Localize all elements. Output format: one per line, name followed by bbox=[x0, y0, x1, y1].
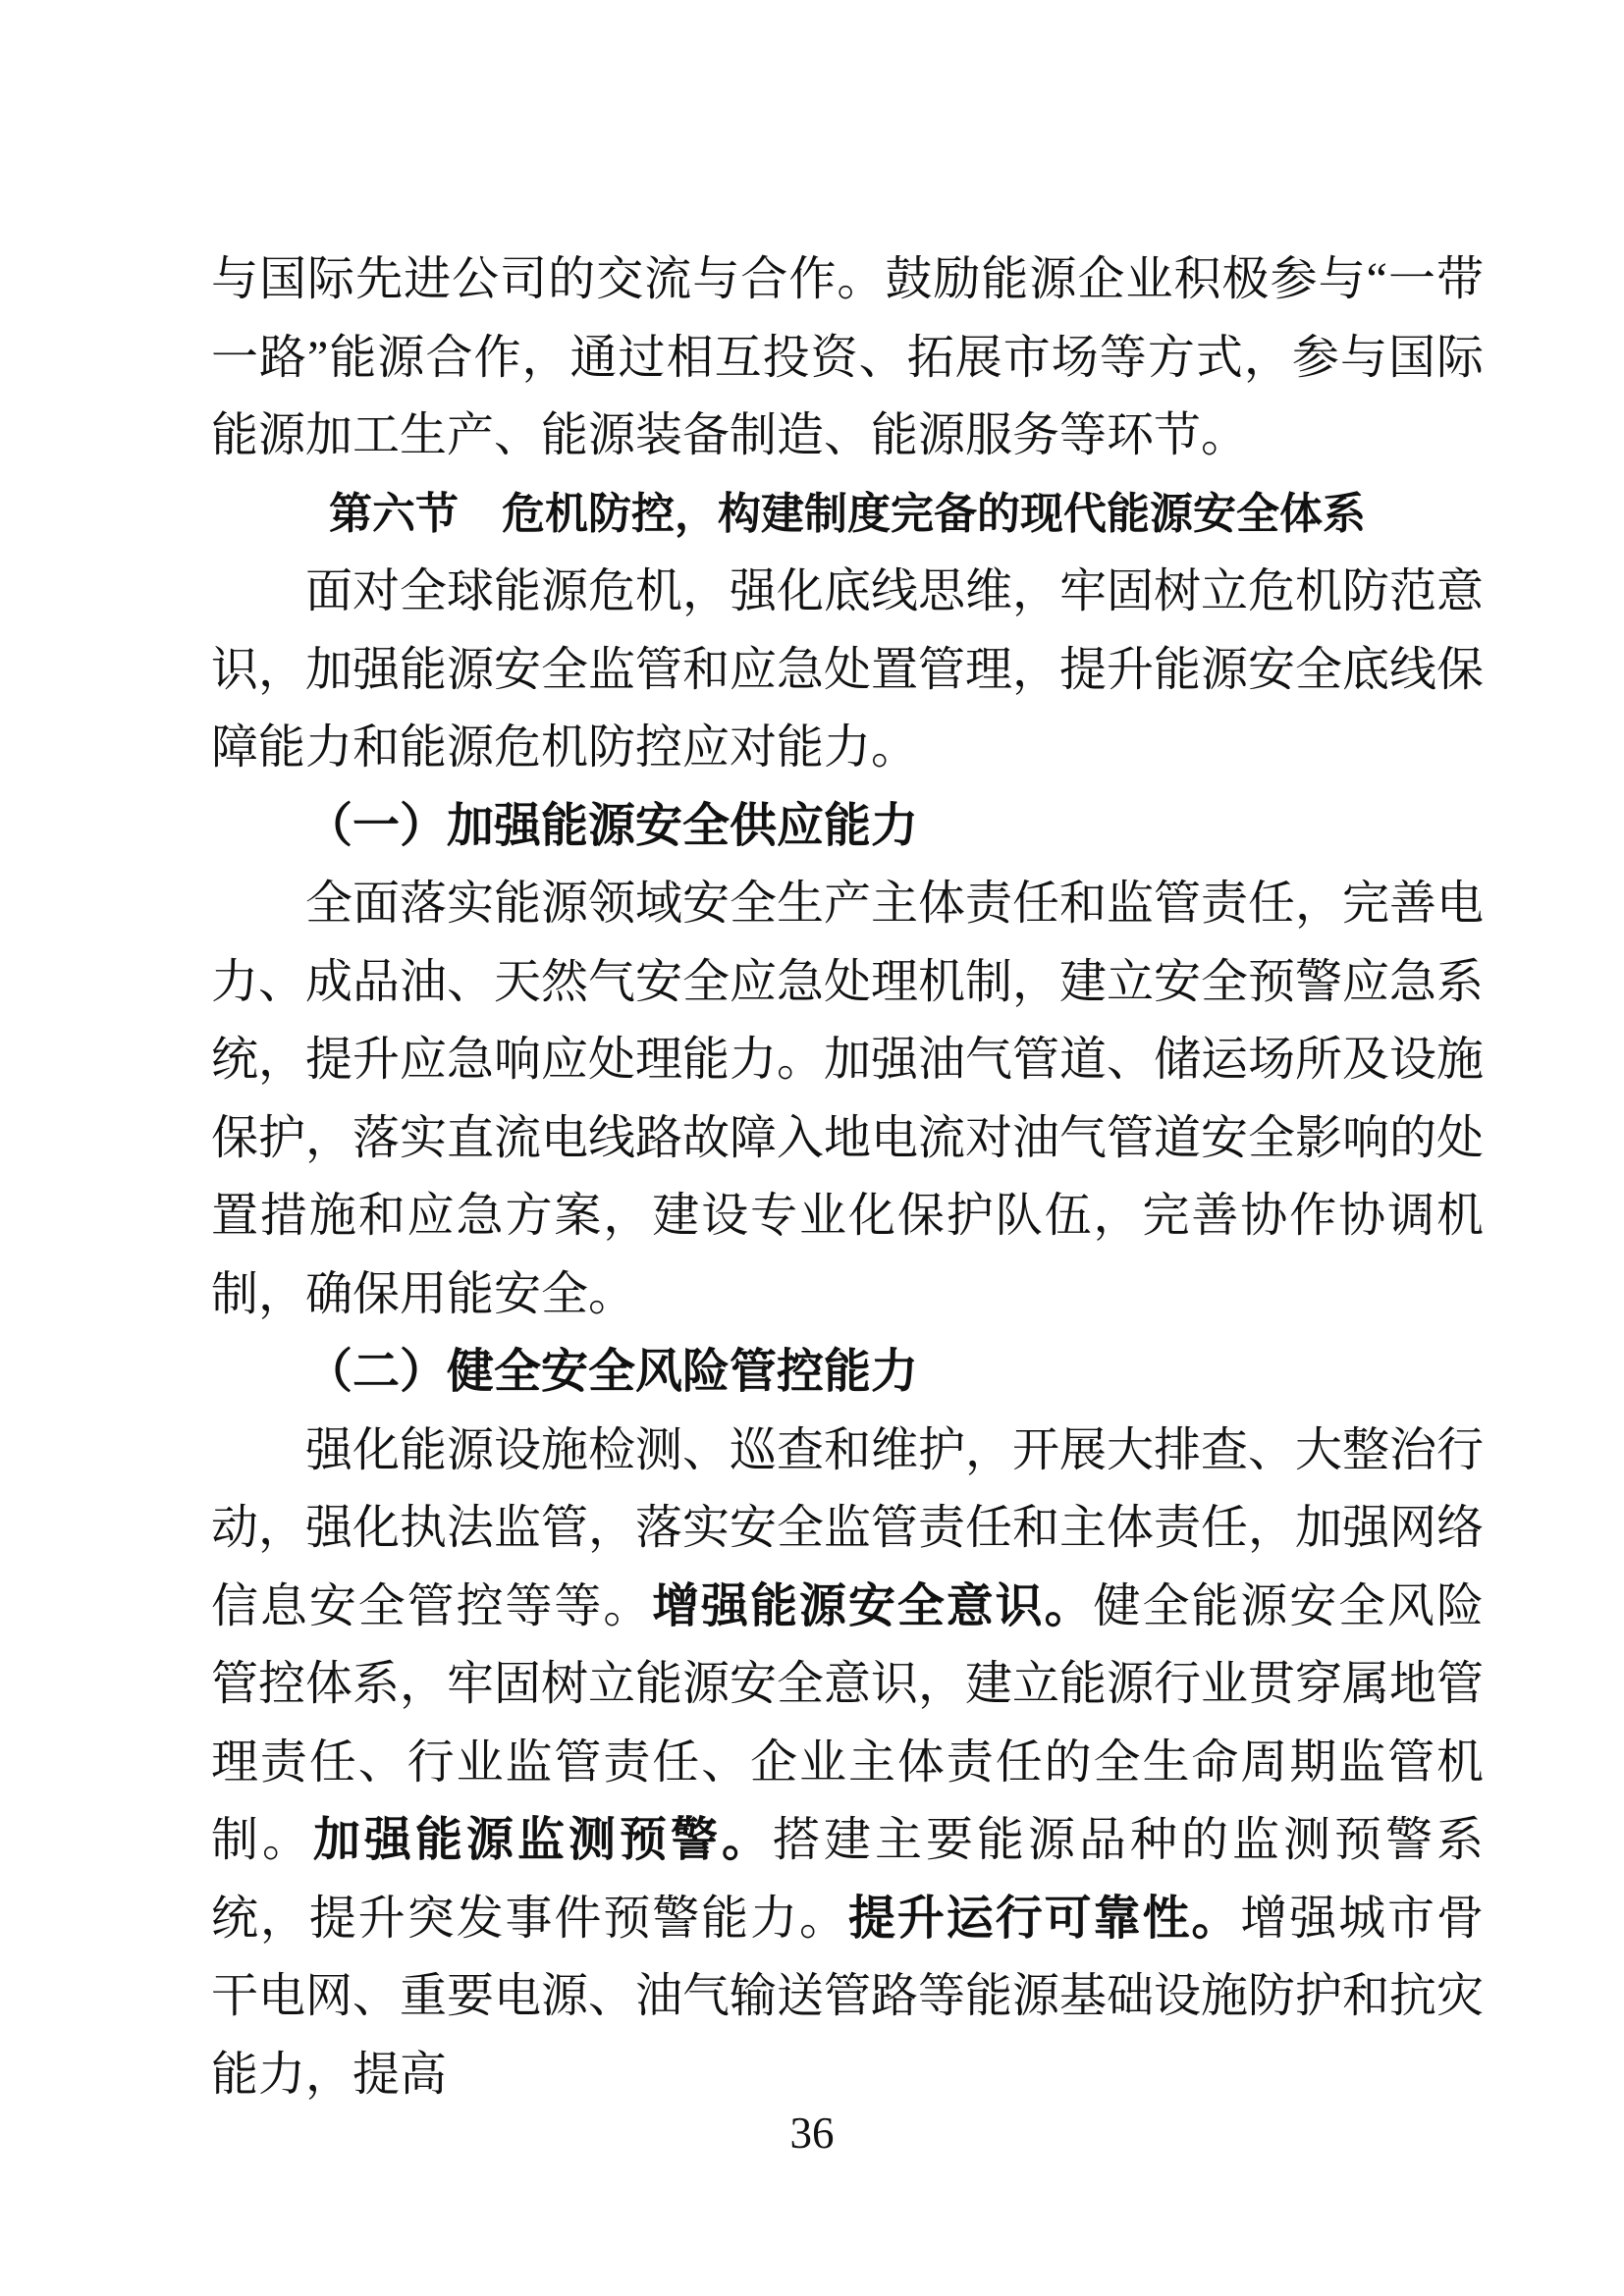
text-run: 与国际先进公司的交流与合作。鼓励能源企业积极参与“一带一路”能源合作，通过相互投资、拓展市场等方式，参与国际能源加工生产、能源装备制造、能源服务等环节。 bbox=[211, 253, 1484, 461]
bold-run: 提升运行可靠性。 bbox=[847, 1892, 1241, 1945]
bold-run: （一）加强能源安全供应能力 bbox=[305, 799, 919, 852]
text-run: 面对全球能源危机，强化底线思维，牢固树立危机防范意识，加强能源安全监管和应急处置管理，提升能源安全底线保障能力和能源危机防控应对能力。 bbox=[211, 565, 1485, 774]
paragraph bbox=[211, 240, 1484, 475]
page-number: 36 bbox=[789, 2109, 835, 2158]
paragraph bbox=[211, 1412, 1484, 2114]
bold-run: 增强能源安全意识。 bbox=[652, 1579, 1094, 1632]
text-run: 搭建主要能源品种的监测预警系统，提升突发事件预警能力。 bbox=[211, 1814, 1484, 1945]
text-run: 强化能源设施检测、巡查和维护，开展大排查、大整治行动，强化执法监管，落实安全监管责任和主体责任，加强网络信息安全管控等等。 bbox=[211, 1423, 1485, 1632]
paragraph bbox=[211, 865, 1484, 1333]
paragraph bbox=[211, 553, 1484, 787]
bold-run: 加强能源监测预警。 bbox=[313, 1814, 773, 1866]
text-run: 全面落实能源领域安全生产主体责任和监管责任，完善电力、成品油、天然气安全应急处理机制，建立安全预警应急系统，提升应急响应处理能力。加强油气管道、储运场所及设施保护，落实直流电线路故障入地电流对油气管道安全影响的处置措施和应急方案，建设专业化保护队伍，完善协作协调机制，确保用能安全。 bbox=[211, 878, 1485, 1320]
text-run: 增强城市骨干电网、重要电源、油气输送管路等能源基础设施防护和抗灾能力，提高 bbox=[211, 1892, 1485, 2101]
sub-heading bbox=[211, 787, 1484, 866]
sub-heading bbox=[211, 1333, 1484, 1412]
text-run: 健全能源安全风险管控体系，牢固树立能源安全意识，建立能源行业贯穿属地管理责任、行业监管责任、企业主体责任的全生命周期监管机制。 bbox=[211, 1579, 1485, 1866]
bold-run: 第六节 危机防控，构建制度完备的现代能源安全体系 bbox=[329, 489, 1366, 538]
section-heading bbox=[211, 475, 1484, 554]
document-body bbox=[211, 240, 1484, 2113]
bold-run: （二）健全安全风险管控能力 bbox=[305, 1346, 919, 1398]
